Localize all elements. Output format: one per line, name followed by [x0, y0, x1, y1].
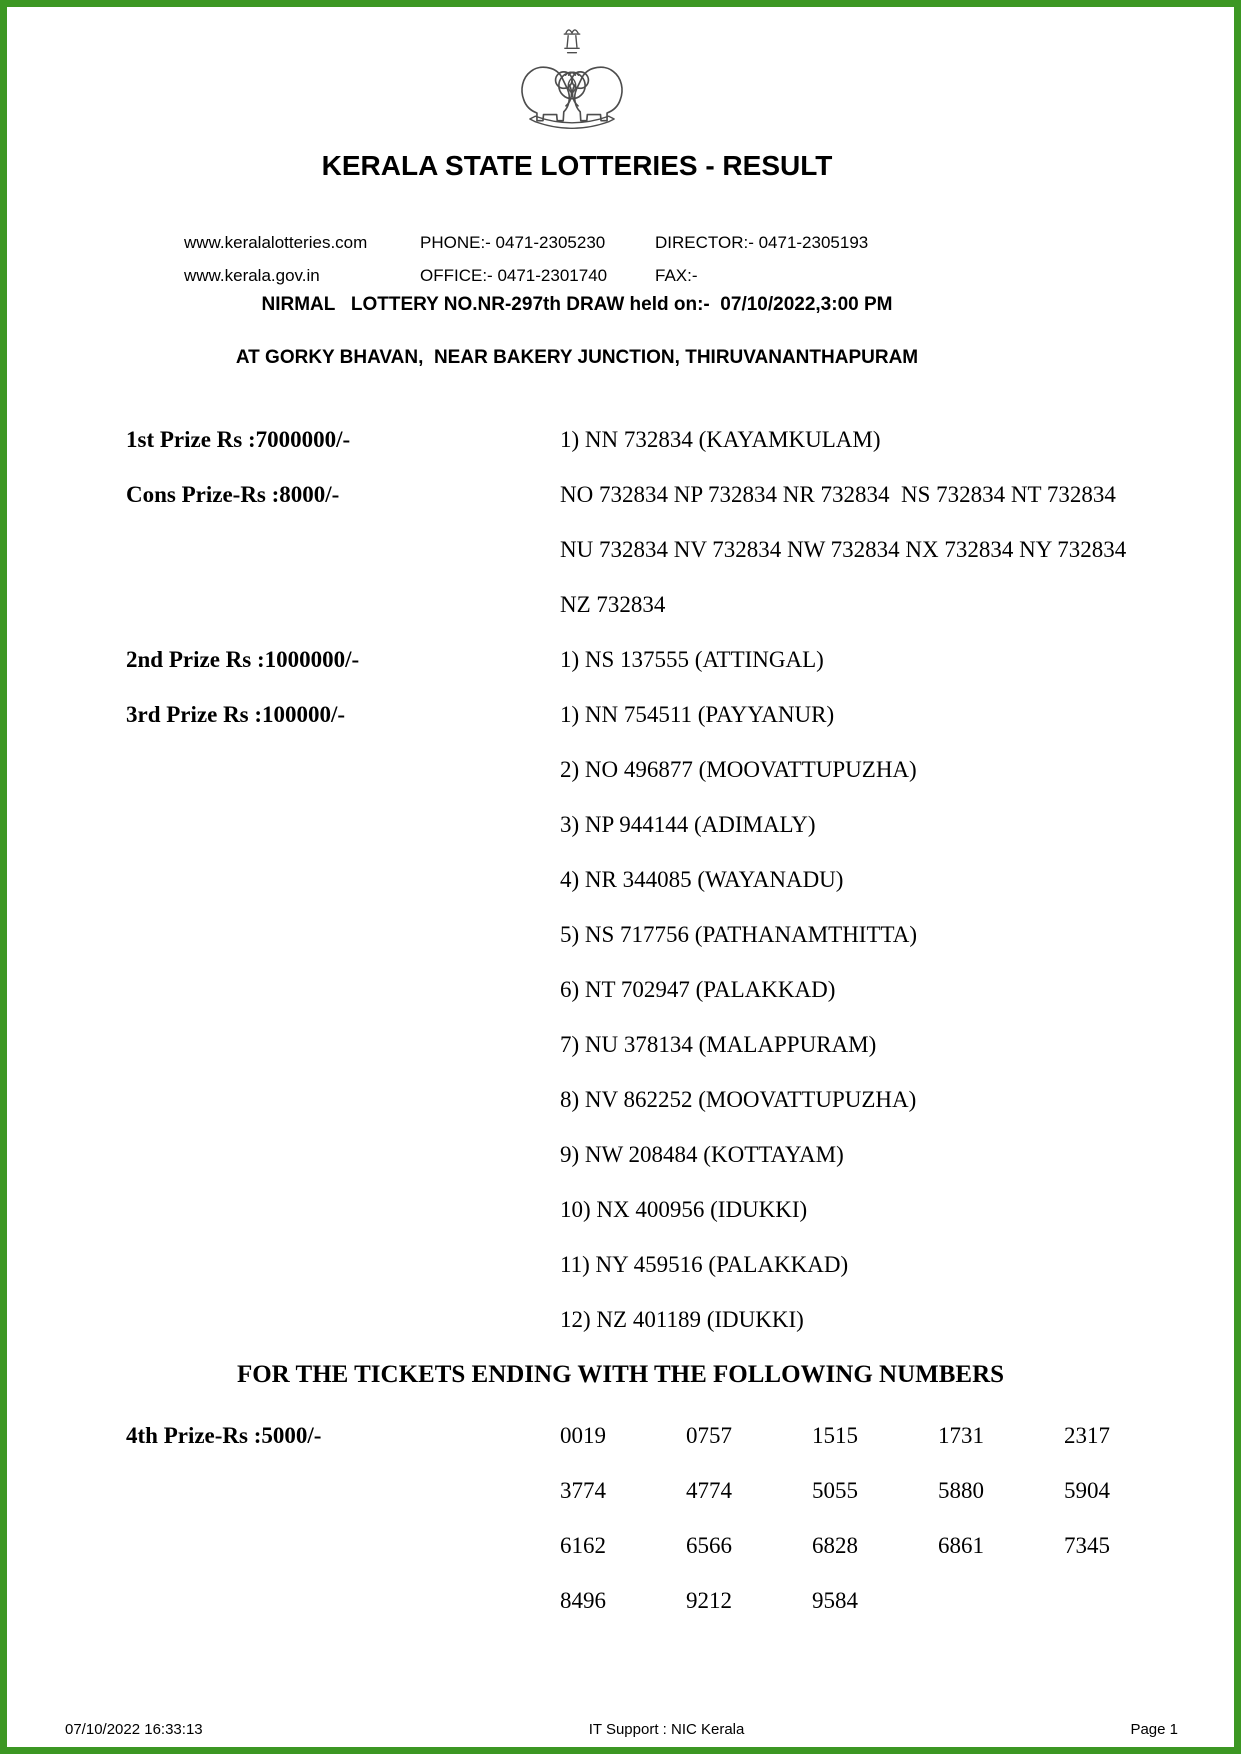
fourth-prize-row: [7, 1408, 1234, 1628]
banner-ribbon-icon: [530, 116, 614, 128]
ending-number: 1731: [938, 1423, 984, 1448]
ending-number: 2317: [1064, 1423, 1110, 1448]
prize-label: 3rd Prize Rs :100000/-: [126, 702, 346, 727]
third-prize-row: [7, 852, 1234, 907]
ending-number: 7345: [1064, 1533, 1110, 1558]
ending-number: 6828: [812, 1533, 858, 1558]
website-kerala-gov: www.kerala.gov.in: [184, 266, 320, 285]
ending-numbers-grid: [560, 1408, 1190, 1628]
ending-number: 3774: [560, 1478, 606, 1503]
third-prize-row: [7, 1182, 1234, 1237]
ending-number: 0757: [686, 1423, 732, 1448]
page-number: Page 1: [1130, 1721, 1178, 1738]
venue-line: AT GORKY BHAVAN, NEAR BAKERY JUNCTION, THIRUVANANTHAPURAM: [235, 347, 919, 368]
ending-number: 5055: [812, 1478, 858, 1503]
cons-prize-row: [7, 577, 1234, 632]
page-footer: [65, 1721, 1178, 1739]
third-prize-row: [7, 687, 1234, 742]
first-prize-winner: 1) NN 732834 (KAYAMKULAM): [560, 427, 881, 452]
office-number: OFFICE:- 0471-2301740: [420, 266, 608, 285]
third-prize-row: [7, 797, 1234, 852]
second-prize-winner: 1) NS 137555 (ATTINGAL): [560, 647, 824, 672]
ending-number: 4774: [686, 1478, 732, 1503]
prize-table: [7, 412, 1234, 1347]
third-prize-winner: 3) NP 944144 (ADIMALY): [560, 812, 816, 837]
third-prize-row: [7, 962, 1234, 1017]
kerala-government-emblem-icon: [509, 23, 635, 135]
third-prize-row: [7, 1072, 1234, 1127]
fax-number: FAX:-: [655, 266, 698, 285]
it-support-label: IT Support : NIC Kerala: [588, 1721, 745, 1738]
third-prize-row: [7, 1127, 1234, 1182]
cons-prize-row: [7, 522, 1234, 577]
first-prize-row: [7, 412, 1234, 467]
prize-label: 2nd Prize Rs :1000000/-: [126, 647, 360, 672]
third-prize-winner: 4) NR 344085 (WAYANADU): [560, 867, 844, 892]
ending-number: 6162: [560, 1533, 606, 1558]
third-prize-row: [7, 1017, 1234, 1072]
ending-number: 6861: [938, 1533, 984, 1558]
director-number: DIRECTOR:- 0471-2305193: [655, 233, 869, 252]
ending-number: 6566: [686, 1533, 732, 1558]
second-prize-row: [7, 632, 1234, 687]
ashoka-pillar-icon: [564, 30, 579, 53]
generated-timestamp: 07/10/2022 16:33:13: [65, 1721, 203, 1738]
ending-number: 5880: [938, 1478, 984, 1503]
third-prize-winner: 9) NW 208484 (KOTTAYAM): [560, 1142, 844, 1167]
cons-prize-series: NZ 732834: [560, 592, 666, 617]
fourth-prize-table: [7, 1408, 1234, 1628]
cons-prize-series: NU 732834 NV 732834 NW 732834 NX 732834 NY 732834: [560, 537, 1127, 562]
prize-label: 4th Prize-Rs :5000/-: [126, 1423, 322, 1448]
elephant-right-icon: [569, 67, 622, 120]
third-prize-winner: 7) NU 378134 (MALAPPURAM): [560, 1032, 877, 1057]
prize-label: 1st Prize Rs :7000000/-: [126, 427, 351, 452]
contact-info: [184, 233, 1234, 286]
third-prize-row: [7, 1292, 1234, 1347]
third-prize-winner: 11) NY 459516 (PALAKKAD): [560, 1252, 849, 1277]
ending-number: 5904: [1064, 1478, 1110, 1503]
third-prize-winner: 1) NN 754511 (PAYYANUR): [560, 702, 835, 727]
cons-prize-row: [7, 467, 1234, 522]
elephant-left-icon: [522, 67, 575, 120]
phone-number: PHONE:- 0471-2305230: [420, 233, 606, 252]
third-prize-winner: 2) NO 496877 (MOOVATTUPUZHA): [560, 757, 917, 782]
prize-label: Cons Prize-Rs :8000/-: [126, 482, 340, 507]
page-title: KERALA STATE LOTTERIES - RESULT: [321, 150, 833, 181]
third-prize-winner: 5) NS 717756 (PATHANAMTHITTA): [560, 922, 917, 947]
website-keralalotteries: www.keralalotteries.com: [184, 233, 368, 252]
ending-number: 9212: [686, 1588, 732, 1613]
third-prize-winner: 8) NV 862252 (MOOVATTUPUZHA): [560, 1087, 917, 1112]
ending-number: 9584: [812, 1588, 858, 1613]
draw-title: NIRMAL LOTTERY NO.NR-297th DRAW held on:- 07/10/2022,3:00 PM: [261, 294, 893, 315]
third-prize-row: [7, 907, 1234, 962]
third-prize-winner: 12) NZ 401189 (IDUKKI): [560, 1307, 804, 1332]
ending-number: 8496: [560, 1588, 606, 1613]
ending-number: 1515: [812, 1423, 858, 1448]
ending-numbers-heading: FOR THE TICKETS ENDING WITH THE FOLLOWING NUMBERS: [236, 1361, 1005, 1388]
third-prize-row: [7, 1237, 1234, 1292]
ending-number: 0019: [560, 1423, 606, 1448]
third-prize-row: [7, 742, 1234, 797]
third-prize-winner: 10) NX 400956 (IDUKKI): [560, 1197, 808, 1222]
cons-prize-series: NO 732834 NP 732834 NR 732834 NS 732834 NT 732834: [560, 482, 1116, 507]
third-prize-winner: 6) NT 702947 (PALAKKAD): [560, 977, 836, 1002]
